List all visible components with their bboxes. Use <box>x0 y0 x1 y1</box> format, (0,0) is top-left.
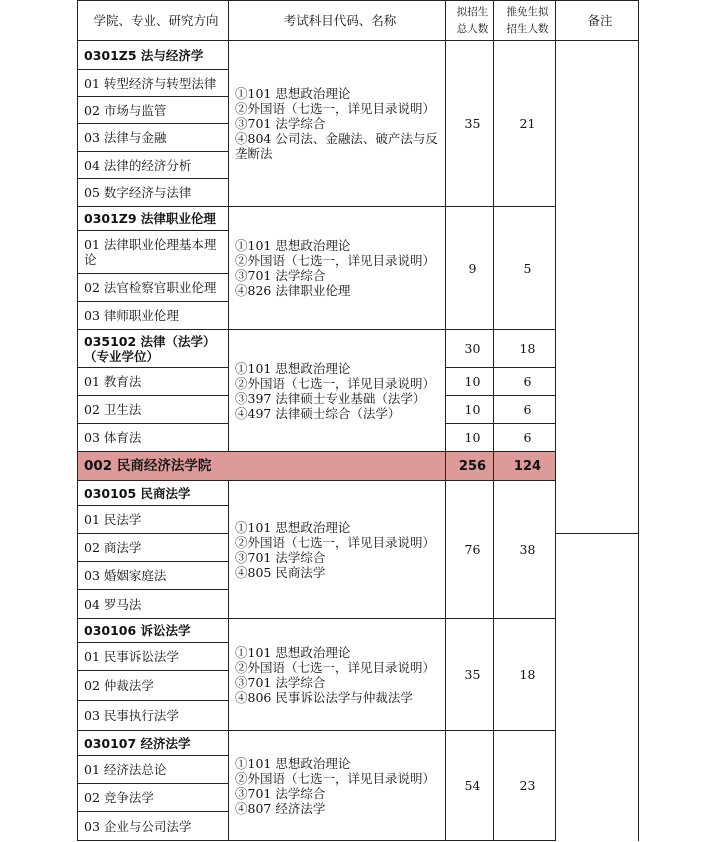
total-count: 30 <box>446 330 494 368</box>
total-count: 54 <box>446 731 494 841</box>
direction-item: 03 法律与金融 <box>78 124 229 152</box>
direction-item: 03 体育法 <box>78 424 229 452</box>
header-total-planned: 拟招生 总人数 <box>446 1 494 41</box>
direction-item: 03 民事执行法学 <box>78 701 229 731</box>
exam-subjects: ①101 思想政治理论 ②外国语（七选一，详见目录说明） ③701 法学综合 ④805 民商法学 <box>229 481 446 619</box>
total-count: 35 <box>446 619 494 731</box>
exempt-count: 23 <box>494 731 556 841</box>
major-row <box>78 481 639 506</box>
exam-subjects: ①101 思想政治理论 ②外国语（七选一，详见目录说明） ③701 法学综合 ④826 法律职业伦理 <box>229 207 446 330</box>
direction-item: 02 市场与监管 <box>78 97 229 124</box>
direction-item: 05 数字经济与法律 <box>78 179 229 207</box>
major-title: 0301Z5 法与经济学 <box>78 41 229 70</box>
direction-item: 02 商法学 <box>78 534 229 562</box>
direction-item: 01 民事诉讼法学 <box>78 643 229 671</box>
total-count: 76 <box>446 481 494 619</box>
exempt-count: 38 <box>494 481 556 619</box>
remarks-cell-empty <box>556 41 639 534</box>
header-row <box>78 1 639 41</box>
direction-total: 10 <box>446 368 494 396</box>
direction-item: 01 经济法总论 <box>78 756 229 784</box>
exempt-count: 18 <box>494 330 556 368</box>
exam-subjects: ①101 思想政治理论 ②外国语（七选一，详见目录说明） ③701 法学综合 ④806 民事诉讼法学与仲裁法学 <box>229 619 446 731</box>
header-exam-subjects: 考试科目代码、名称 <box>229 1 446 41</box>
major-row <box>78 207 639 231</box>
direction-exempt: 6 <box>494 396 556 424</box>
direction-item: 02 仲裁法学 <box>78 671 229 701</box>
major-row <box>78 731 639 756</box>
exam-subjects: ①101 思想政治理论 ②外国语（七选一，详见目录说明） ③701 法学综合 ④807 经济法学 <box>229 731 446 841</box>
direction-item: 04 法律的经济分析 <box>78 152 229 179</box>
exempt-count: 5 <box>494 207 556 330</box>
college-row <box>78 452 639 481</box>
direction-item: 01 民法学 <box>78 506 229 534</box>
major-title: 030107 经济法学 <box>78 731 229 756</box>
direction-exempt: 6 <box>494 424 556 452</box>
direction-item: 01 法律职业伦理基本理论 <box>78 231 229 274</box>
header-remarks: 备注 <box>556 1 639 41</box>
college-total: 256 <box>446 452 494 481</box>
direction-item: 02 卫生法 <box>78 396 229 424</box>
direction-item: 01 教育法 <box>78 368 229 396</box>
exempt-count: 21 <box>494 41 556 207</box>
direction-item: 02 竞争法学 <box>78 784 229 812</box>
major-row <box>78 330 639 368</box>
major-row <box>78 619 639 643</box>
total-count: 35 <box>446 41 494 207</box>
direction-item: 03 婚姻家庭法 <box>78 562 229 590</box>
direction-total: 10 <box>446 396 494 424</box>
direction-item: 04 罗马法 <box>78 590 229 619</box>
major-title: 030105 民商法学 <box>78 481 229 506</box>
major-row <box>78 41 639 70</box>
major-title: 0301Z9 法律职业伦理 <box>78 207 229 231</box>
exempt-count: 18 <box>494 619 556 731</box>
direction-exempt: 6 <box>494 368 556 396</box>
direction-item: 01 转型经济与转型法律 <box>78 70 229 97</box>
college-exempt: 124 <box>494 452 556 481</box>
admissions-table <box>77 0 639 841</box>
direction-item: 02 法官检察官职业伦理 <box>78 274 229 302</box>
total-count: 9 <box>446 207 494 330</box>
direction-item: 03 律师职业伦理 <box>78 302 229 330</box>
header-college-major: 学院、专业、研究方向 <box>78 1 229 41</box>
major-title: 030106 诉讼法学 <box>78 619 229 643</box>
exam-subjects: ①101 思想政治理论 ②外国语（七选一，详见目录说明） ③701 法学综合 ④804 公司法、金融法、破产法与反垄断法 <box>229 41 446 207</box>
direction-total: 10 <box>446 424 494 452</box>
college-name: 002 民商经济法学院 <box>78 452 446 481</box>
direction-item: 03 企业与公司法学 <box>78 812 229 841</box>
major-title: 035102 法律（法学） （专业学位） <box>78 330 229 368</box>
exam-subjects: ①101 思想政治理论 ②外国语（七选一，详见目录说明） ③397 法律硕士专业基础（法学） ④497 法律硕士综合（法学） <box>229 330 446 452</box>
header-exempt-planned: 推免生拟 招生人数 <box>494 1 556 41</box>
